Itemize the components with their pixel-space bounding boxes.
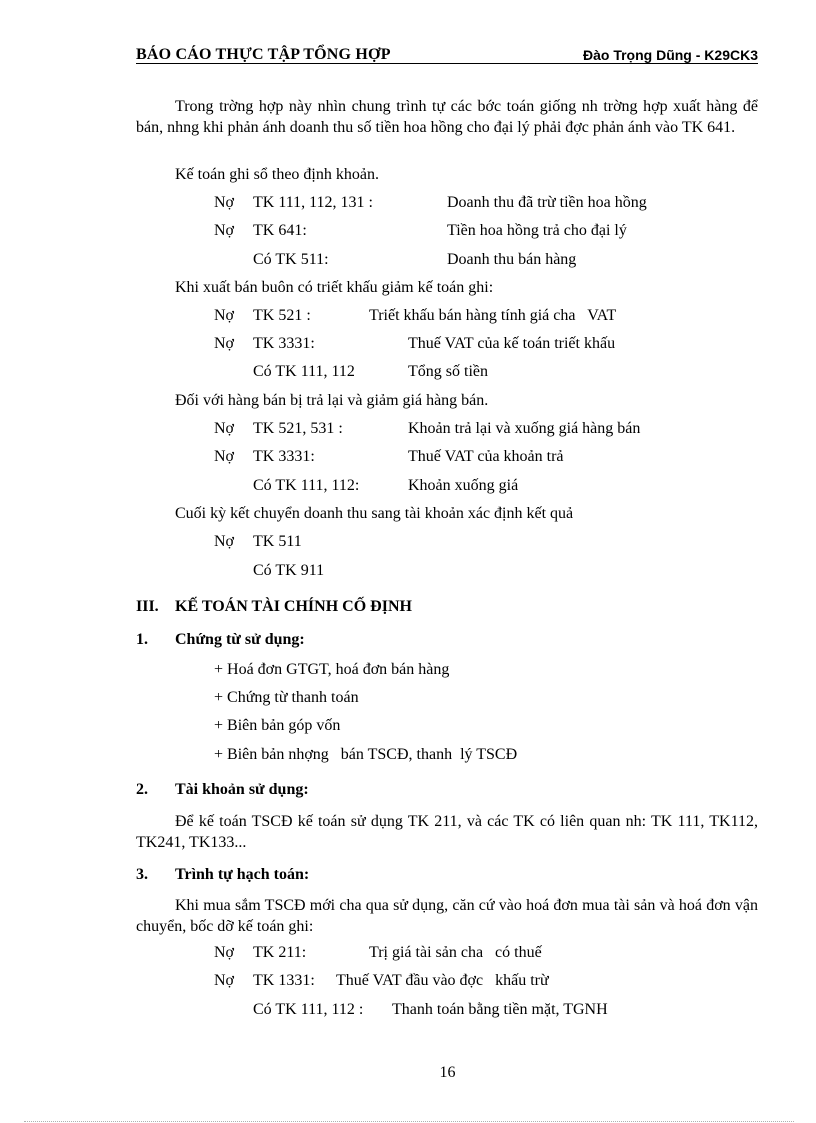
entry-b1-desc: Triết khấu bán hàng tính giá cha VAT — [369, 307, 617, 324]
entry-b1-side: Nợ — [214, 307, 235, 324]
sub1-number: 1. — [136, 631, 148, 648]
entry-d2-account: Có TK 911 — [253, 562, 325, 579]
entry-a3-account: Có TK 511: — [253, 251, 329, 268]
entry-e2-side: Nợ — [214, 972, 235, 989]
entry-c1-side: Nợ — [214, 420, 235, 437]
doc-item-1: + Hoá đơn GTGT, hoá đơn bán hàng — [214, 661, 450, 678]
sub2-number: 2. — [136, 781, 148, 798]
report-title: BÁO CÁO THỰC TẬP TỔNG HỢP — [136, 46, 391, 63]
entry-e1-desc: Trị giá tài sản cha có thuế — [369, 944, 542, 961]
accounts-paragraph: Để kế toán TSCĐ kế toán sử dụng TK 211, và các TK có liên quan nh: TK 111, TK112, TK241, TK133... — [136, 813, 758, 851]
entry-d1-side: Nợ — [214, 533, 235, 550]
page-number: 16 — [439, 1064, 456, 1081]
entry-a2-side: Nợ — [214, 222, 235, 239]
section-iii-title: KẾ TOÁN TÀI CHÍNH CỐ ĐỊNH — [175, 598, 412, 615]
header-rule — [136, 63, 758, 64]
entry-b2-account: TK 3331: — [253, 335, 315, 352]
entry-d1-account: TK 511 — [253, 533, 302, 550]
page-bottom-border — [24, 1121, 794, 1122]
entry-a3-desc: Doanh thu bán hàng — [447, 251, 577, 268]
entry-c2-account: TK 3331: — [253, 448, 315, 465]
line-wholesale: Khi xuất bán buôn có triết khấu giảm kế toán ghi: — [175, 279, 494, 296]
doc-item-4: + Biên bản nhợng bán TSCĐ, thanh lý TSCĐ — [214, 746, 518, 763]
entry-e2-account: TK 1331: — [253, 972, 315, 989]
sub1-title: Chứng từ sử dụng: — [175, 631, 305, 648]
entry-e3-account: Có TK 111, 112 : — [253, 1001, 364, 1018]
purchase-paragraph: Khi mua sắm TSCĐ mới cha qua sử dụng, căn cứ vào hoá đơn mua tài sản và hoá đơn vận chuyển, bốc dỡ kế toán ghi: — [136, 897, 758, 935]
sub3-number: 3. — [136, 866, 148, 883]
entry-a1-side: Nợ — [214, 194, 235, 211]
entry-c3-desc: Khoản xuống giá — [408, 477, 519, 494]
section-iii-number: III. — [136, 598, 159, 615]
entry-e1-account: TK 211: — [253, 944, 307, 961]
entry-e3-desc: Thanh toán bằng tiền mặt, TGNH — [392, 1001, 608, 1018]
line-period-end: Cuối kỳ kết chuyển doanh thu sang tài khoản xác định kết quả — [175, 505, 574, 522]
entry-b3-desc: Tổng số tiền — [408, 363, 488, 380]
entry-e2-desc: Thuế VAT đầu vào đợc khấu trừ — [336, 972, 549, 989]
entry-c3-account: Có TK 111, 112: — [253, 477, 360, 494]
sub3-title: Trình tự hạch toán: — [175, 866, 310, 883]
entry-a1-account: TK 111, 112, 131 : — [253, 194, 373, 211]
entry-b2-desc: Thuế VAT của kế toán triết khấu — [408, 335, 616, 352]
entry-a2-desc: Tiền hoa hồng trả cho đại lý — [447, 222, 627, 239]
sub2-title: Tài khoản sử dụng: — [175, 781, 309, 798]
doc-item-3: + Biên bản góp vốn — [214, 717, 341, 734]
entry-c1-account: TK 521, 531 : — [253, 420, 343, 437]
entry-e1-side: Nợ — [214, 944, 235, 961]
line-returns: Đối với hàng bán bị trả lại và giảm giá hàng bán. — [175, 392, 489, 409]
entry-c1-desc: Khoản trả lại và xuống giá hàng bán — [408, 420, 641, 437]
intro-paragraph: Trong trờng hợp này nhìn chung trình tự các bớc toán giống nh trờng hợp xuất hàng để bán, nhng khi phản ánh doanh thu số tiền hoa hồng cho đại lý phải đợc phản ánh vào TK 641. — [136, 98, 758, 136]
entry-c2-side: Nợ — [214, 448, 235, 465]
page-header — [136, 46, 758, 68]
author-name: Đào Trọng Dũng - K29CK3 — [582, 47, 758, 63]
entry-a1-desc: Doanh thu đã trừ tiền hoa hồng — [447, 194, 647, 211]
entry-b1-account: TK 521 : — [253, 307, 311, 324]
entry-b2-side: Nợ — [214, 335, 235, 352]
entry-c2-desc: Thuế VAT của khoản trả — [408, 448, 564, 465]
doc-item-2: + Chứng từ thanh toán — [214, 689, 359, 706]
entry-a2-account: TK 641: — [253, 222, 307, 239]
entry-b3-account: Có TK 111, 112 — [253, 363, 355, 380]
line-record: Kế toán ghi sổ theo định khoản. — [175, 166, 379, 183]
